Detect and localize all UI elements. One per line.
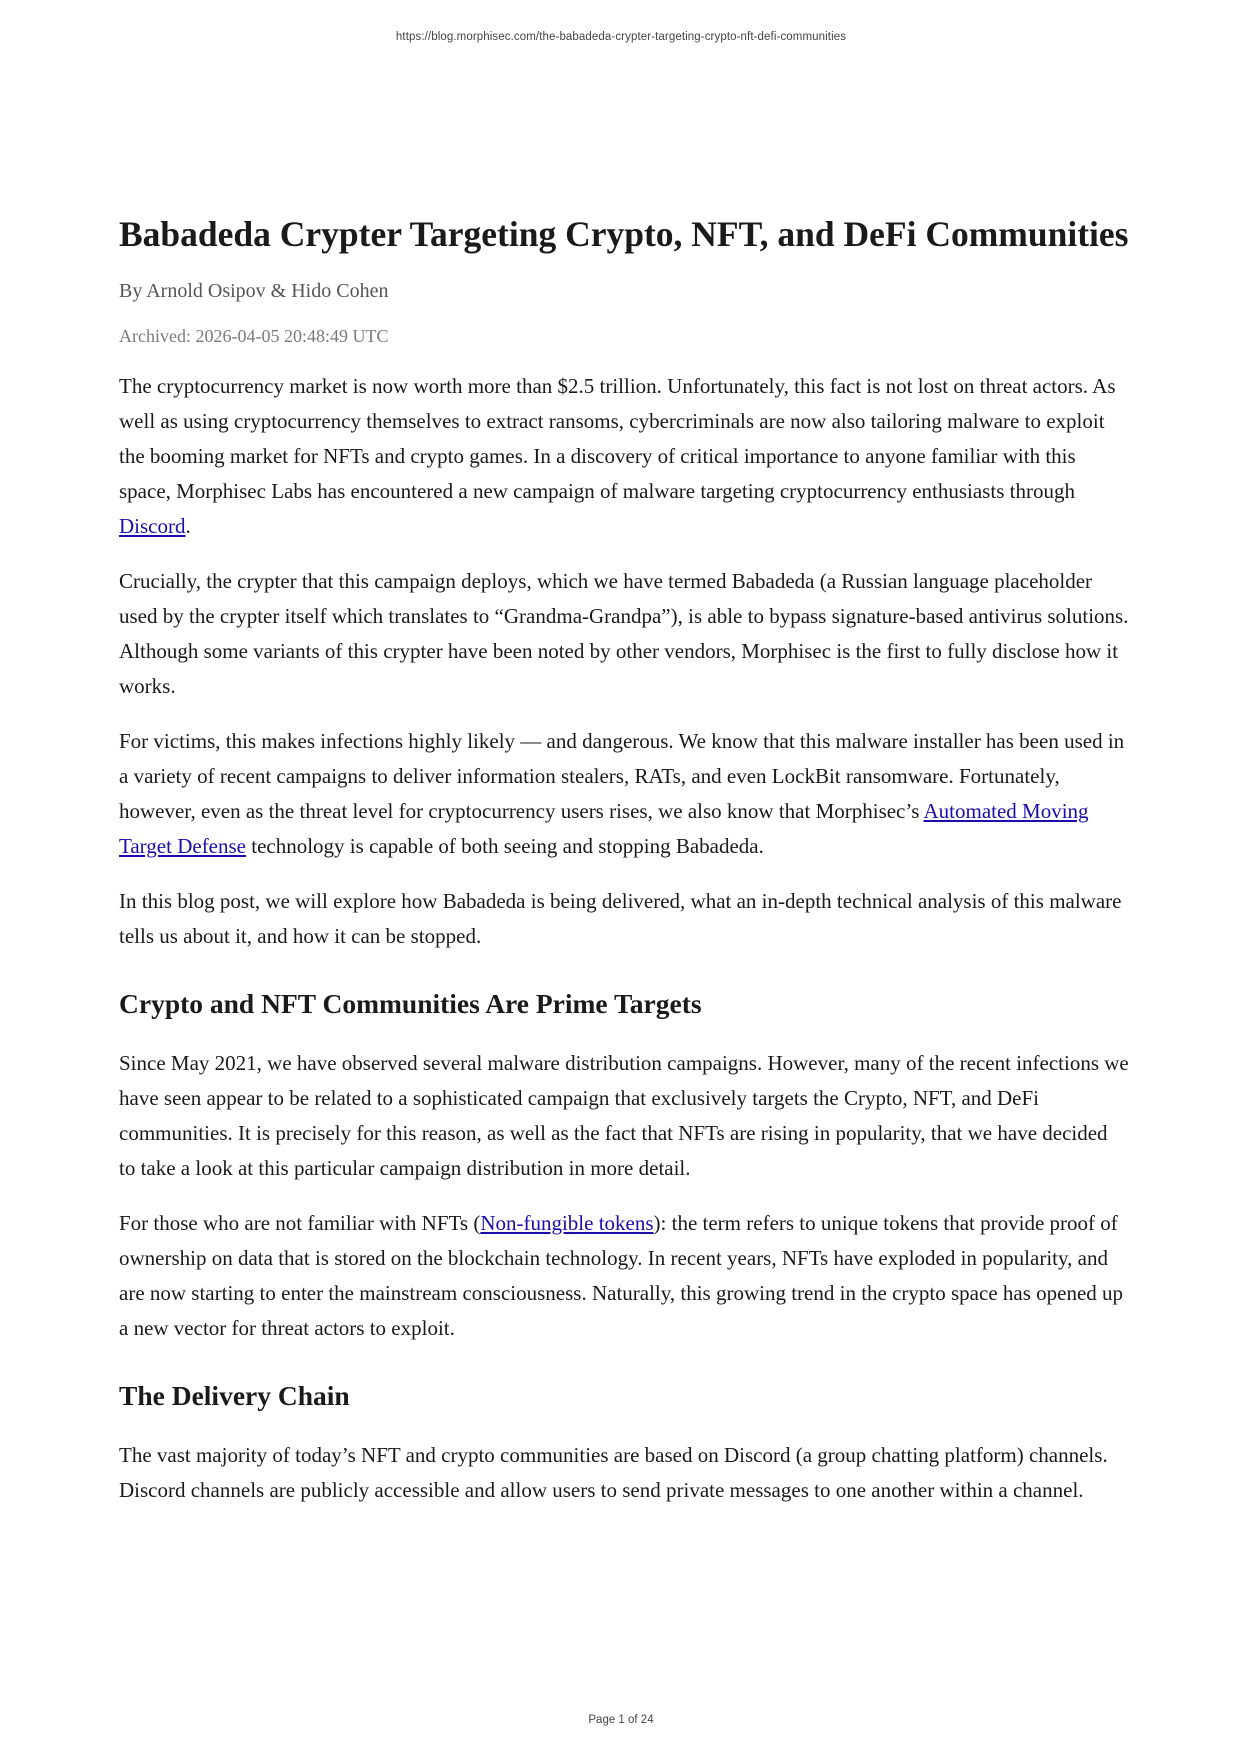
paragraph-nft-explainer [119,1206,1129,1346]
paragraph-text: For those who are not familiar with NFTs ( [119,1211,481,1235]
section-heading-delivery-chain: The Delivery Chain [119,1380,350,1411]
paragraph-intro [119,369,1129,544]
paragraph-text: technology is capable of both seeing and stopping Babadeda. [246,834,764,858]
paragraph-overview: In this blog post, we will explore how Babadeda is being delivered, what an in-depth technical analysis of this malware tells us about it, and how it can be stopped. [119,889,1122,948]
page-number: Page 1 of 24 [588,1714,654,1726]
paragraph-text: The cryptocurrency market is now worth more than $2.5 trillion. Unfortunately, this fact is not lost on threat actors. As well as using cryptocurrency themselves to extract ransoms, cybercriminals are now also tailoring malware to exploit the booming market for NFTs and crypto games. In a discovery of critical importance to anyone familiar with this space, Morphisec Labs has encountered a new campaign of malware targeting cryptocurrency enthusiasts through [119,374,1116,503]
article-byline: By Arnold Osipov & Hido Cohen [119,280,389,302]
page-url: https://blog.morphisec.com/the-babadeda-crypter-targeting-crypto-nft-defi-communities [395,31,847,43]
automated-moving-target-defense-link[interactable]: Automated Moving Target Defense [119,799,1089,858]
paragraph-crypter: Crucially, the crypter that this campaign deploys, which we have termed Babadeda (a Russian language placeholder used by the crypter itself which translates to “Grandma-Grandpa”), is able to bypass signature-based antivirus solutions. Although some variants of this crypter have been noted by other vendors, Morphisec is the first to fully disclose how it works. [119,569,1129,698]
paragraph-text: ): the term refers to unique tokens that provide proof of ownership on data that is stored on the blockchain technology. In recent years, NFTs have exploded in popularity, and are now starting to enter the mainstream consciousness. Naturally, this growing trend in the crypto space has opened up a new vector for threat actors to exploit. [119,1211,1124,1340]
article-title: Babadeda Crypter Targeting Crypto, NFT, and DeFi Communities [119,214,1129,254]
discord-link[interactable]: Discord [119,514,186,538]
archived-timestamp: Archived: 2026-04-05 20:48:49 UTC [119,326,389,346]
section-heading-prime-targets: Crypto and NFT Communities Are Prime Targets [119,988,702,1019]
paragraph-campaigns: Since May 2021, we have observed several malware distribution campaigns. However, many of the recent infections we have seen appear to be related to a sophisticated campaign that exclusively targets the Crypto, NFT, and DeFi communities. It is precisely for this reason, as well as the fact that NFTs are rising in popularity, that we have decided to take a look at this particular campaign distribution in more detail. [119,1051,1129,1180]
paragraph-discord-channels: The vast majority of today’s NFT and crypto communities are based on Discord (a group chatting platform) channels. Discord channels are publicly accessible and allow users to send private messages to one another within a channel. [119,1443,1108,1502]
article [119,212,1129,1508]
paragraph-text: For victims, this makes infections highly likely — and dangerous. We know that this malware installer has been used in a variety of recent campaigns to deliver information stealers, RATs, and even LockBit ransomware. Fortunately, however, even as the threat level for cryptocurrency users rises, we also know that Morphisec’s [119,729,1125,823]
non-fungible-tokens-link[interactable]: Non-fungible tokens [480,1211,654,1235]
paragraph-text: . [185,514,191,538]
paragraph-victims [119,724,1129,864]
